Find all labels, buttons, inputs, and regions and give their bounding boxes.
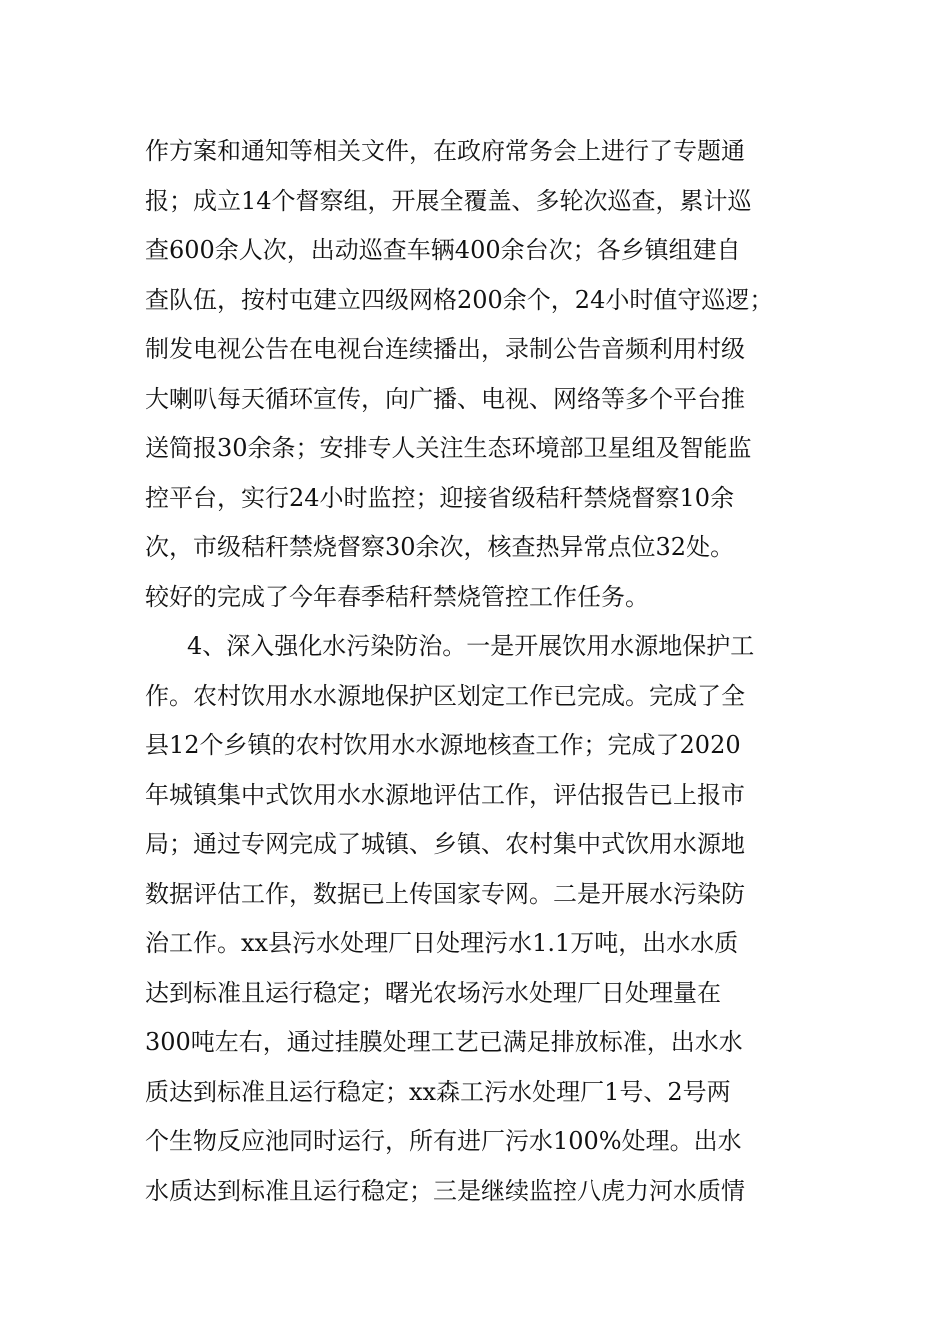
- text-line-15: 局；通过专网完成了城镇、乡镇、农村集中式饮用水源地: [145, 830, 745, 858]
- text-line-18: 达到标准且运行稳定；曙光农场污水处理厂日处理量在: [145, 978, 721, 1007]
- text-line-19: 300吨左右，通过挂膜处理工艺已满足排放标准，出水水: [145, 1028, 743, 1056]
- text-line-5: 制发电视公告在电视台连续播出，录制公告音频利用村级: [145, 335, 745, 363]
- text-line-16: 数据评估工作，数据已上传国家专网。二是开展水污染防: [145, 879, 745, 908]
- text-line-17: 治工作。xx县污水处理厂日处理污水1.1万吨，出水水质: [145, 929, 739, 957]
- text-line-12: 作。农村饮用水水源地保护区划定工作已完成。完成了全: [145, 681, 745, 710]
- text-line-6: 大喇叭每天循环宣传，向广播、电视、网络等多个平台推: [145, 384, 745, 413]
- text-line-7: 送简报30余条；安排专人关注生态环境部卫星组及智能监: [145, 434, 752, 462]
- text-line-13: 县12个乡镇的农村饮用水水源地核查工作；完成了2020: [145, 731, 741, 759]
- text-line-3: 查600余人次，出动巡查车辆400余台次；各乡镇组建自: [145, 236, 741, 264]
- text-line-22: 水质达到标准且运行稳定；三是继续监控八虎力河水质情: [145, 1176, 745, 1205]
- section-heading-line: 4、深入强化水污染防治。一是开展饮用水源地保护工: [187, 632, 755, 660]
- text-line-4: 查队伍，按村屯建立四级网格200余个，24小时值守巡逻；: [145, 285, 774, 314]
- text-line-20: 质达到标准且运行稳定；xx森工污水处理厂1号、2号两: [145, 1077, 731, 1106]
- text-line-8: 控平台，实行24小时监控；迎接省级秸秆禁烧督察10余: [145, 483, 735, 512]
- text-line-9: 次，市级秸秆禁烧督察30余次，核查热异常点位32处。: [145, 533, 735, 561]
- text-line-2: 报；成立14个督察组，开展全覆盖、多轮次巡查，累计巡: [145, 186, 752, 215]
- body-text: [145, 127, 825, 1216]
- text-line-21: 个生物反应池同时运行，所有进厂污水100%处理。出水: [145, 1127, 742, 1155]
- text-line-1: 作方案和通知等相关文件，在政府常务会上进行了专题通: [145, 137, 745, 165]
- text-line-14: 年城镇集中式饮用水水源地评估工作，评估报告已上报市: [145, 780, 745, 809]
- text-line-10: 较好的完成了今年春季秸秆禁烧管控工作任务。: [145, 582, 649, 611]
